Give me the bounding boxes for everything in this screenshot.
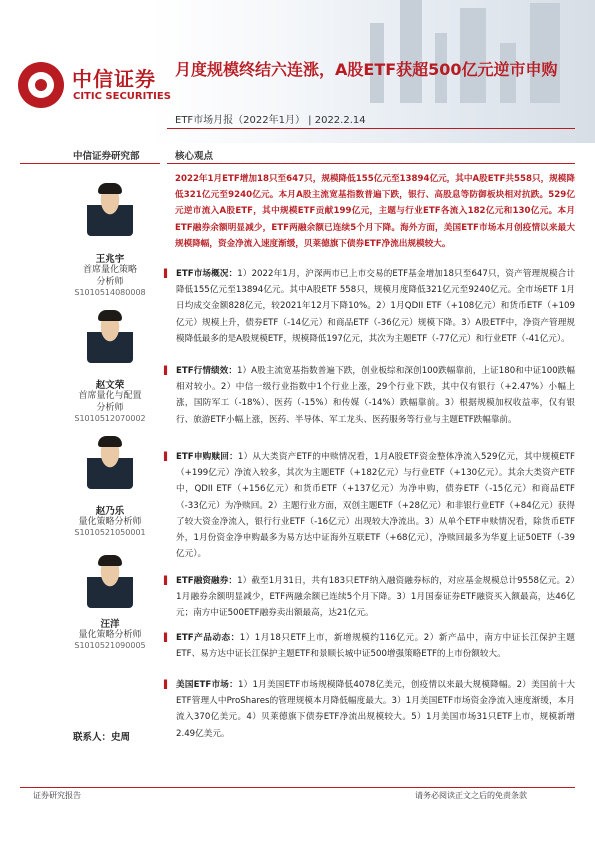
analyst-role: 首席量化与配置 <box>78 391 142 401</box>
bullet-icon: ▌ <box>164 680 171 689</box>
analyst-name: 赵乃乐 <box>95 506 125 517</box>
bullet-text: 1）A股主流宽基指数普遍下跌，创业板综和深创100跌幅靠前，上证180和中证100跌幅相对较小。2）中信一级行业指数中1个行业上涨，29个行业下跌，其中仅有银行（+2.47%）小幅上涨，国防军工（-18%）、医药（-15%）和传媒（-14%）跌幅靠前。3）根据规模加权收益率，仅有银行、旅游ETF小幅上涨，医药、半导体、军工龙头、医药服务等行业与主题ETF跌幅靠前。 <box>176 366 575 425</box>
left-divider <box>20 163 160 164</box>
analyst-name: 汪洋 <box>100 619 120 630</box>
bullet-text: 1）从大类资产ETF的申赎情况看，1月A股ETF资金整体净流入529亿元，其中规模ETF（+199亿元）净流入较多，其次为主题ETF（+182亿元）与行业ETF（+130亿元）。其余大类资产ETF中，QDII ETF（+156亿元）和货币ETF（+137亿元）为净申购，债券ETF（-15亿元）和商品ETF（-33亿元）为净赎回。2）主题行业方面，双创主题ETF（+28亿元）和非银行业ETF（+84亿元）获得了较大资金净流入，银行行业ETF（-16亿元）出现较大净流出。3）从单个ETF申赎情况看，除货币ETF外，1月份资金净申购最多为易方达中证海外互联ETF（+68亿元），净赎回最多为华夏上证50ETF（-39亿元）。 <box>176 452 575 560</box>
bullet-paragraph <box>176 573 575 622</box>
bullet-icon: ▌ <box>164 366 171 375</box>
analyst-licence: S1010512070002 <box>74 414 146 423</box>
bullet-head: ETF申购赎回： <box>176 452 238 462</box>
bullet-paragraph <box>176 630 575 662</box>
bullet-icon: ▌ <box>164 633 171 642</box>
analyst-role: 量化策略分析师 <box>78 630 142 640</box>
report-subtitle: ETF市场月报（2022年1月） | 2022.2.14 <box>175 115 366 126</box>
analyst-photo <box>87 180 133 236</box>
research-dept-heading: 中信证券研究部 <box>73 151 140 162</box>
analyst-photo <box>87 307 133 363</box>
contact-person: 联系人：史周 <box>73 732 131 743</box>
bullet-paragraph <box>176 449 575 562</box>
bullet-head: ETF行情绩效： <box>176 366 237 376</box>
bullet-head: ETF产品动态： <box>176 633 240 643</box>
bullet-text: 1）1月美国ETF市场规模降低4078亿美元，创疫情以来最大规模降幅。2）美国前十大ETF管理人中ProShares的管理规模本月降低幅度最大。3）1月美国ETF市场资金净流入速度渐缓，本月流入370亿美元。4）贝莱德旗下债券ETF净流出规模较大。5）1月美国市场31只ETF上市，规模新增2.49亿美元。 <box>176 680 575 739</box>
summary-paragraph: 2022年1月ETF增加18只至647只，规模降低155亿元至13894亿元，其中A股ETF共558只，规模降低321亿元至9240亿元。本月A股主流宽基指数普遍下跌，银行、高股息等防御板块相对抗跌。529亿元逆市流入A股ETF，其中规模ETF贡献199亿元，主题与行业ETF各流入182亿元和130亿元。本月ETF融券余额明显减少，ETF两融余额已连续5个月下降。海外方面，美国ETF市场本月创疫情以来最大规模降幅，资金净流入速度渐缓，贝莱德旗下债券ETF净流出规模较大。 <box>175 174 575 249</box>
analyst-photo <box>87 552 133 608</box>
bullet-text: 1）截至1月31日，共有183只ETF纳入融资融券标的，对应基金规模总计9558亿元。2）1月融券余额明显减少，ETF两融余额已连续5个月下降。3）1月国泰证券ETF融资买入额最高，达46亿元；南方中证500ETF融券卖出额最高，达21亿元。 <box>176 576 576 619</box>
analyst-role: 量化策略分析师 <box>78 517 142 527</box>
bullet-paragraph <box>176 266 575 347</box>
analyst-name: 赵文荣 <box>95 380 125 391</box>
footer-disclaimer: 请务必阅读正文之后的免责条款 <box>415 791 527 800</box>
analyst-name: 王兆宇 <box>95 254 125 265</box>
analyst-licence: S1010514080008 <box>74 288 146 297</box>
bullet-text: 1）2022年1月，沪深两市已上市交易的ETF基金增加18只至647只，资产管理规模合计降低155亿元至13894亿元。其中A股ETF 558只，规模月度降低321亿元至9240亿元。全市场ETF 1月日均成交金额828亿元，较2021年12月下降10%。2）1月QDII ETF（+108亿元）和货币ETF（+109亿元）规模上升，债券ETF（-14亿元）和商品ETF（-36亿元）规模下降。3）A股ETF中，净资产管理规模降低最多的是A股规模ETF，规模降低197亿元，其次为主题ETF（-77亿元）和行业ETF（-41亿元）。 <box>176 269 575 344</box>
bullet-icon: ▌ <box>164 576 171 585</box>
analyst-role: 分析师 <box>96 277 124 287</box>
bullet-head: ETF市场概况： <box>176 269 238 279</box>
core-views-heading: 核心观点 <box>175 151 214 162</box>
bullet-icon: ▌ <box>164 452 171 461</box>
bullet-paragraph <box>176 677 575 742</box>
logo-chinese: 中信证券 <box>72 67 156 91</box>
bullet-head: 美国ETF市场： <box>176 680 238 690</box>
footer-report-type: 证券研究报告 <box>33 791 81 800</box>
title-divider <box>167 128 575 129</box>
analyst-photo <box>87 433 133 489</box>
bullet-paragraph <box>176 363 575 428</box>
analyst-role: 首席量化策略 <box>82 265 137 275</box>
right-divider <box>167 163 575 164</box>
logo-english: CITIC SECURITIES <box>73 91 171 102</box>
bullet-head: ETF融资融券： <box>176 576 238 586</box>
analyst-licence: S1010521050001 <box>74 528 146 537</box>
analyst-role: 分析师 <box>96 403 124 413</box>
footer-divider <box>20 787 575 788</box>
bullet-text: 1）1月18只ETF上市，新增规模约116亿元。2）新产品中，南方中证长江保护主题ETF、易方达中证长江保护主题ETF和景顺长城中证500增强策略ETF的上市份额较大。 <box>176 633 575 660</box>
analyst-licence: S1010521090005 <box>74 641 146 650</box>
bullet-icon: ▌ <box>164 269 171 278</box>
report-title: 月度规模终结六连涨，A股ETF获超500亿元逆市申购 <box>175 60 558 79</box>
citic-logo-icon <box>18 62 64 108</box>
